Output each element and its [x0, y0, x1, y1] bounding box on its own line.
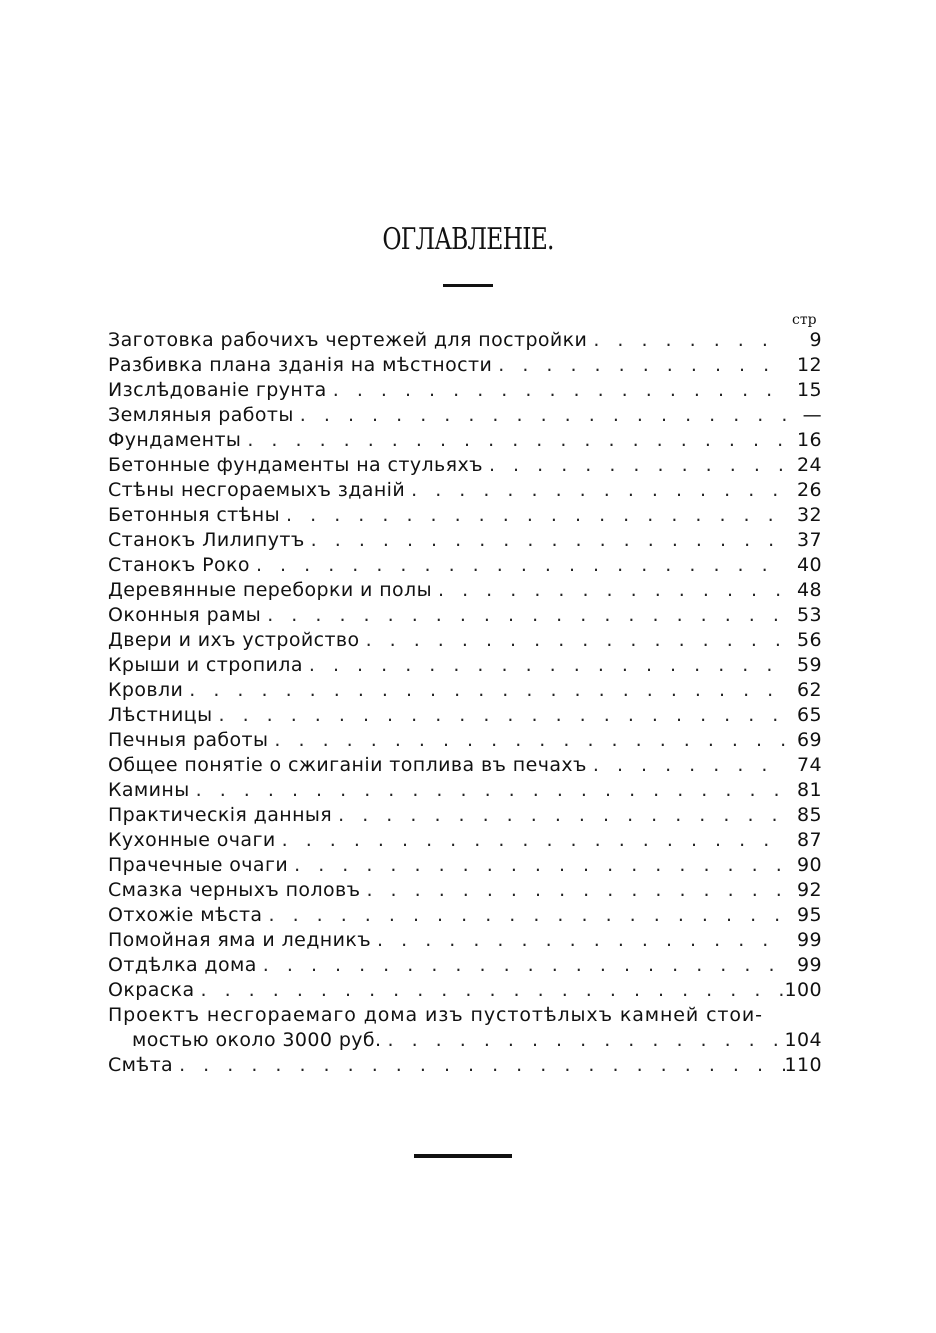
toc-entry-page: 26 [797, 479, 822, 501]
toc-leader [360, 878, 786, 903]
toc-leader [492, 353, 786, 378]
toc-entry-title: Бетонные фундаменты на стульяхъ [108, 454, 483, 476]
toc-entry-title: Оконныя рамы [108, 604, 262, 626]
toc-entry [108, 353, 822, 378]
toc-entry-title: Заготовка рабочихъ чертежей для постройки [108, 329, 588, 351]
toc-leader [587, 753, 786, 778]
toc-entry-title: Изслѣдованіе грунта [108, 379, 327, 401]
toc-entry-title: Отдѣлка дома [108, 954, 257, 976]
toc-entry [108, 803, 822, 828]
toc-entry-page: 85 [797, 804, 822, 826]
page-column-header: стр [792, 312, 817, 328]
toc-entry-page: 87 [797, 829, 822, 851]
toc-entry-title: Прачечные очаги [108, 854, 289, 876]
toc-entry-page: 40 [797, 554, 822, 576]
toc-list [108, 328, 822, 1078]
toc-entry-page: 15 [797, 379, 822, 401]
toc-entry-page: 99 [797, 929, 822, 951]
toc-entry [108, 828, 822, 853]
toc-entry-page: 9 [809, 329, 822, 351]
toc-entry-title: Практическія данныя [108, 804, 333, 826]
toc-leader [327, 378, 786, 403]
toc-entry [108, 878, 822, 903]
toc-entry [108, 778, 822, 803]
toc-entry-page: 32 [797, 504, 822, 526]
toc-entry [108, 703, 822, 728]
toc-entry-page: 12 [797, 354, 822, 376]
toc-entry-title: Смѣта [108, 1054, 174, 1076]
toc-entry-page: 100 [784, 979, 822, 1001]
toc-entry [108, 628, 822, 653]
toc-leader [262, 903, 786, 928]
toc-entry-page: 90 [797, 854, 822, 876]
toc-entry [108, 1053, 822, 1078]
toc-entry-title: Смазка черныхъ половъ [108, 879, 361, 901]
toc-entry-title: Станокъ Роко [108, 554, 250, 576]
toc-entry-page: 99 [797, 954, 822, 976]
toc-entry-title: Разбивка плана зданія на мѣстности [108, 354, 493, 376]
toc-leader [305, 528, 786, 553]
toc-entry [108, 853, 822, 878]
toc-leader [483, 453, 786, 478]
toc-leader [190, 778, 786, 803]
toc-entry [108, 728, 822, 753]
toc-entry-page: 53 [797, 604, 822, 626]
toc-entry-page: 104 [784, 1029, 822, 1051]
toc-entry-page: 24 [797, 454, 822, 476]
toc-entry-title: Печныя работы [108, 729, 269, 751]
toc-entry [108, 903, 822, 928]
toc-leader [250, 553, 786, 578]
toc-entry [108, 978, 822, 1003]
toc-leader [183, 678, 786, 703]
toc-entry-title: Помойная яма и ледникъ [108, 929, 372, 951]
toc-leader [173, 1053, 784, 1078]
toc-entry-page: 62 [797, 679, 822, 701]
toc-leader [261, 603, 786, 628]
toc-leader [360, 628, 786, 653]
toc-entry-title: Стѣны несгораемыхъ зданій [108, 479, 406, 501]
toc-entry [108, 528, 822, 553]
toc-entry-title: Крыши и стропила [108, 654, 303, 676]
toc-leader [257, 953, 786, 978]
toc-entry-title: Кровли [108, 679, 184, 701]
toc-leader [195, 978, 785, 1003]
toc-entry-page: 59 [797, 654, 822, 676]
toc-leader [268, 728, 786, 753]
toc-entry-page: 95 [797, 904, 822, 926]
toc-leader [332, 803, 786, 828]
toc-leader [288, 853, 786, 878]
toc-entry-title: Двери и ихъ устройство [108, 629, 360, 651]
toc-entry [108, 678, 822, 703]
toc-entry-title: Деревянные переборки и полы [108, 579, 432, 601]
toc-entry [108, 753, 822, 778]
toc-leader [371, 928, 786, 953]
toc-entry [108, 453, 822, 478]
toc-entry-title-line2: мостью около 3000 руб. [132, 1029, 382, 1051]
toc-leader [382, 1028, 785, 1053]
toc-entry-title-line2-row [108, 1028, 822, 1053]
toc-entry-title: Общее понятіе о сжиганіи топлива въ печахъ [108, 754, 587, 776]
toc-leader [405, 478, 786, 503]
toc-entry [108, 328, 822, 353]
title-rule [443, 284, 493, 287]
toc-entry-title: Фундаменты [108, 429, 242, 451]
toc-entry [108, 428, 822, 453]
page-title: ОГЛАВЛЕНІЕ. [382, 222, 554, 257]
toc-entry-title: Окраска [108, 979, 195, 1001]
toc-entry [108, 478, 822, 503]
toc-entry-title: Земляныя работы [108, 404, 294, 426]
toc-leader [432, 578, 786, 603]
toc-entry [108, 403, 822, 428]
toc-entry-page: 69 [797, 729, 822, 751]
toc-entry [108, 953, 822, 978]
toc-leader [241, 428, 786, 453]
toc-entry-wrapped [108, 1003, 822, 1053]
toc-entry [108, 578, 822, 603]
toc-leader [212, 703, 786, 728]
toc-entry-page: 37 [797, 529, 822, 551]
toc-leader [303, 653, 786, 678]
toc-entry [108, 553, 822, 578]
toc-entry [108, 378, 822, 403]
toc-entry-title: Лѣстницы [108, 704, 213, 726]
bottom-ornament-rule [414, 1154, 512, 1158]
toc-entry [108, 928, 822, 953]
toc-entry-title: Отхожіе мѣста [108, 904, 263, 926]
toc-entry-title: Кухонные очаги [108, 829, 276, 851]
toc-entry [108, 503, 822, 528]
toc-entry-title: Станокъ Лилипутъ [108, 529, 305, 551]
toc-entry-page: 65 [797, 704, 822, 726]
toc-entry-title: Камины [108, 779, 190, 801]
toc-entry-title: Бетонныя стѣны [108, 504, 281, 526]
toc-entry-page: 92 [797, 879, 822, 901]
toc-entry [108, 653, 822, 678]
toc-entry-page: 16 [797, 429, 822, 451]
toc-entry-page: 74 [797, 754, 822, 776]
toc-entry-page: 110 [784, 1054, 822, 1076]
toc-entry-page: — [802, 404, 822, 426]
toc-leader [587, 328, 786, 353]
toc-leader [294, 403, 786, 428]
toc-entry-page: 48 [797, 579, 822, 601]
toc-leader [276, 828, 786, 853]
toc-entry-page: 81 [797, 779, 822, 801]
toc-leader [280, 503, 786, 528]
toc-entry [108, 603, 822, 628]
toc-entry-page: 56 [797, 629, 822, 651]
toc-entry-title-line1: Проектъ несгораемаго дома изъ пустотѣлыхъ камней стои- [108, 1004, 763, 1026]
